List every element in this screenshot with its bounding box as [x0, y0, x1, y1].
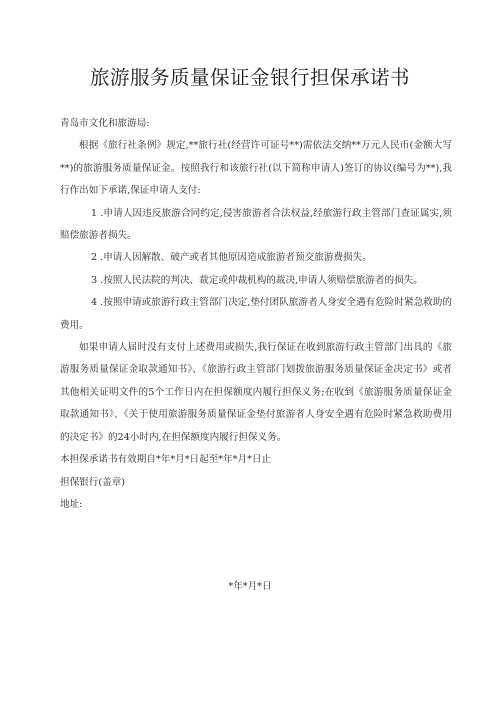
addressee: 青岛市文化和旅游局: [60, 118, 150, 129]
document-title: 旅游服务质量保证金银行担保承诺书 [89, 66, 410, 89]
clause-item-4: 4 .按照申请或旅游行政主管部门决定,垫付团队旅游者人身安全遇有危险时紧急救助的费用。 [60, 297, 452, 331]
intro-paragraph: 根据《旅行社条例》规定,**旅行社(经营许可证号**)需依法交纳**万元人民币(金额大写**)的旅游服务质量保证金。按照我行和该旅行社(以下简称申请人)签订的协议(编号为**),我行作出如下承诺,保证申请人支付: [60, 140, 452, 197]
clause-item-2: 2 .申请人因解散、破产或者其他原因造成旅游者预交旅游费损失。 [91, 252, 372, 264]
clause-item-1: 1 .申请人因违反旅游合同约定,侵害旅游者合法权益,经旅游行政主管部门查证属实,须赔偿旅游者损失。 [60, 207, 452, 242]
clause-item-3: 3 .按照人民法院的判决、裁定或仲裁机构的裁决,申请人须赔偿旅游者的损失。 [91, 274, 423, 286]
validity-line: 本担保承诺书有效期自*年*月*日起至*年*月*日止 [60, 454, 272, 466]
signature-date: *年*月*日 [228, 581, 272, 592]
address-label: 地址: [60, 498, 83, 510]
document-body [60, 113, 452, 516]
bank-seal-label: 担保银行(盖章) [60, 476, 126, 488]
guarantee-paragraph: 如果申请人届时没有支付上述费用或损失,我行保证在收到旅游行政主管部门出具的《旅游服务质量保证金取款通知书》、《旅游行政主管部门划拨旅游服务质量保证金决定书》或者其他相关证明文件的5个工作日内在担保额度内履行担保义务;在收到《旅游服务质量保证金取款通知书》、《关于使用旅游服务质量保证金垫付旅游者人身安全遇有危险时紧急救助费用的决定书》的24小时内,在担保额度内履行担保义务。 [60, 342, 452, 443]
